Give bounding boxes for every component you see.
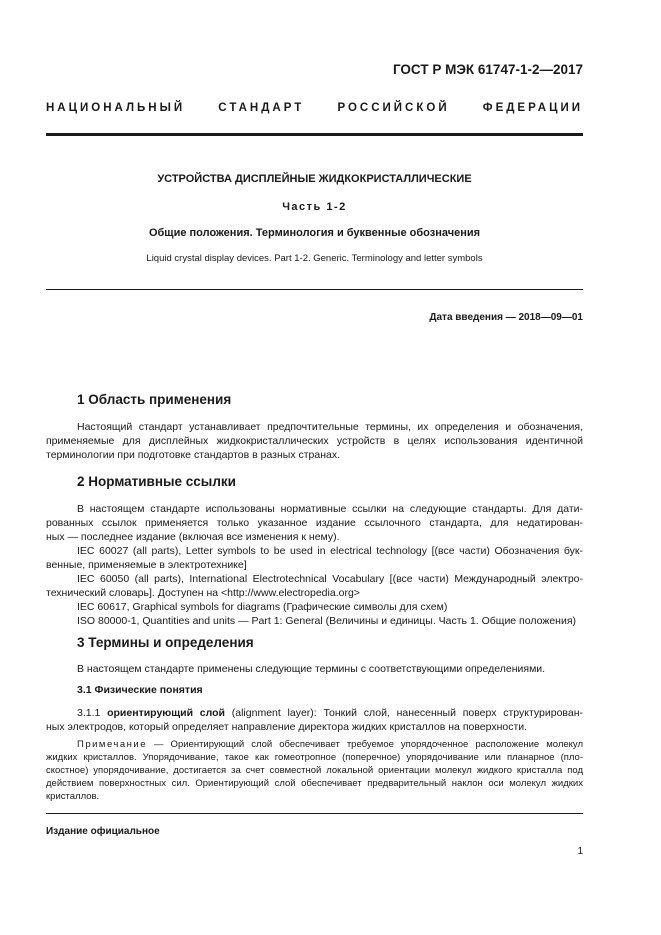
section-3-heading: 3 Термины и определения	[77, 635, 254, 650]
reference-item: IEC 60050 (all parts), International Electrotechnical Vocabulary [(все части) Международный электро-	[77, 573, 583, 585]
term-definition	[77, 706, 583, 720]
reference-item: IEC 60617, Graphical symbols for diagrams (Графические символы для схем)	[77, 601, 448, 613]
term-number: 3.1.1	[77, 707, 101, 719]
section-2-intro-line: рованных ссылок применяется только указанное издание ссылочного стандарта, для недатирован-	[46, 517, 583, 529]
page-number: 1	[577, 846, 583, 857]
title-rule	[46, 289, 583, 290]
section-1-line: применяемые для дисплейных жидкокристаллических устройств в целях использования идентичной	[46, 435, 583, 447]
footer-rule	[46, 813, 583, 814]
part-label: Часть 1-2	[282, 201, 347, 213]
note-line: кристаллов.	[46, 791, 100, 802]
note-label: Примечание	[77, 739, 147, 750]
standard-subtitle: Общие положения. Терминология и буквенные обозначения	[148, 227, 481, 239]
note-text: — Ориентирующий слой обеспечивает требуемое упорядоченное расположение молекул	[154, 739, 583, 750]
note-line: скостное) упорядочивание, достигается за счет совместной локальной ориентации молекул жидкого кристалла под	[46, 765, 583, 776]
term-definition-line: ных электродов, который определяет направление директора жидких кристаллов на поверхности.	[46, 721, 528, 733]
section-3-intro: В настоящем стандарте применены следующие термины с соответствующими определениями.	[77, 663, 546, 675]
reference-item: технический словарь]. Доступен на <http://www.electropedia.org>	[46, 587, 360, 599]
effective-date: Дата введения — 2018—09—01	[429, 312, 583, 323]
reference-item: ISO 80000-1, Quantities and units — Part 1: General (Величины и единицы. Часть 1. Общие положения)	[77, 615, 577, 627]
note-first-line	[77, 738, 583, 751]
national-standard-banner: НАЦИОНАЛЬНЫЙ СТАНДАРТ РОССИЙСКОЙ ФЕДЕРАЦИИ	[46, 102, 583, 114]
gost-code: ГОСТ Р МЭК 61747-1-2—2017	[392, 62, 583, 77]
section-1-line: терминологии при подготовке стандартов в разных странах.	[46, 449, 341, 461]
reference-item: IEC 60027 (all parts), Letter symbols to be used in electrical technology [(все части) Обозначения бук-	[77, 545, 583, 557]
section-2-heading: 2 Нормативные ссылки	[77, 474, 236, 489]
official-edition-label: Издание официальное	[46, 826, 160, 837]
section-2-intro-line: ных — последнее издание (включая все изменения к нему).	[46, 531, 340, 543]
note-line: действием поверхностных сил. Ориентирующий слой обеспечивает предварительный наклон оси молекул жидких	[46, 778, 583, 789]
note-line: жидких кристаллов. Упорядочивание, такое как гомеотропное (поперечное) упорядочивание или планарное (пло-	[46, 752, 583, 763]
reference-item: венные, применяемые в электротехнике]	[46, 559, 247, 571]
english-title: Liquid crystal display devices. Part 1-2. Generic. Terminology and letter symbols	[146, 253, 483, 264]
section-1-heading: 1 Область применения	[77, 392, 232, 407]
term-name: ориентирующий слой	[107, 707, 226, 719]
section-2-intro-line: В настоящем стандарте использованы нормативные ссылки на следующие стандарты. Для дати-	[77, 503, 583, 515]
standard-title: УСТРОЙСТВА ДИСПЛЕЙНЫЕ ЖИДКОКРИСТАЛЛИЧЕСКИЕ	[157, 173, 472, 185]
term-definition-text: (alignment layer): Тонкий слой, нанесенный поверх структурирован-	[231, 707, 584, 719]
header-rule	[46, 133, 583, 136]
subsection-heading: 3.1 Физические понятия	[77, 684, 203, 696]
section-1-line: Настоящий стандарт устанавливает предпочтительные термины, их определения и обозначения,	[77, 421, 583, 433]
